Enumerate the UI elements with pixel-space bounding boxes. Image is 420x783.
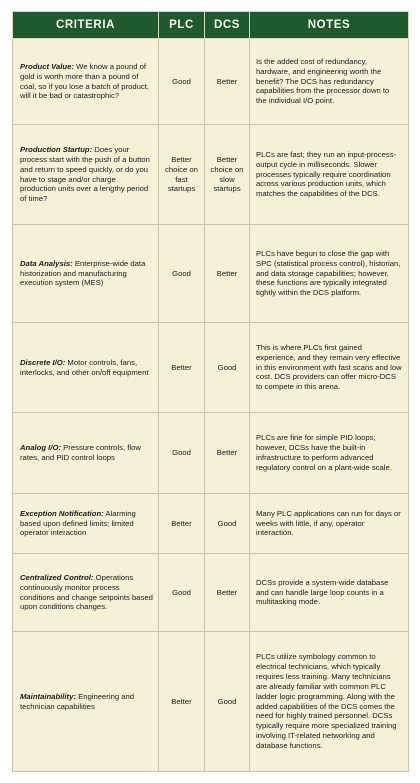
plc-dcs-comparison-table — [12, 11, 409, 772]
header-notes: NOTES — [250, 12, 409, 39]
notes-cell: PLCs are fine for simple PID loops; however, DCSs have the built-in infrastructure to perform advanced regulatory control on a plant-wide scale. — [250, 413, 409, 494]
criteria-desc: Pressure controls, flow rates, and PID control loops — [20, 443, 141, 462]
criteria-desc: Does your process start with the push of a button and return to speed quickly, or do you have to stage and/or charge production units over a lengthy period of time? — [20, 144, 150, 204]
criteria-cell — [13, 39, 159, 125]
table-row — [13, 39, 409, 125]
table-row — [13, 554, 409, 632]
criteria-cell — [13, 494, 159, 554]
criteria-desc: Motor controls, fans, interlocks, and other on/off equipment — [20, 357, 149, 377]
notes-cell: PLCs utilize symbology common to electrical technicians, which typically requires less training. Many technicians are already familiar with common PLC ladder logic programming. Along with the added capabilities of the DCS comes the need for highly trained personnel. DCSs typically require more specialized training involving IT-related networking and database functions. — [250, 632, 409, 772]
dcs-rating: Better choice on slow startups — [205, 125, 250, 225]
criteria-name: Analog I/O: — [20, 443, 61, 453]
header-criteria: CRITERIA — [13, 12, 159, 39]
criteria-name: Production Startup: — [20, 144, 93, 154]
notes-cell: PLCs are fast; they run an input-process-output cycle in milliseconds. Slower processes typically require coordination across various production units, which matches the capabilities of the DCS. — [250, 125, 409, 225]
criteria-desc: Engineering and technician capabilities — [20, 691, 135, 711]
table-row — [13, 225, 409, 323]
table-row — [13, 494, 409, 554]
dcs-rating: Better — [205, 39, 250, 125]
table-row — [13, 413, 409, 494]
notes-cell: DCSs provide a system-wide database and can handle large loop counts in a multitasking mode. — [250, 554, 409, 632]
plc-rating: Better — [159, 494, 205, 554]
criteria-desc: We know a pound of gold is worth more than a pound of coal, so if you lose a batch of product, will it be bad or catastrophic? — [20, 61, 150, 101]
criteria-name: Maintainability: — [20, 691, 76, 701]
table-row — [13, 323, 409, 413]
notes-cell: This is where PLCs first gained experience, and they remain very effective in this environment with fast scans and low cost. DCS providers can offer micro-DCS to compete in this arena. — [250, 323, 409, 413]
dcs-rating: Better — [205, 554, 250, 632]
dcs-rating: Good — [205, 632, 250, 772]
notes-cell: PLCs have begun to close the gap with SPC (statistical process control), historian, and data storage capabilities; however, these functions are typically integrated tightly within the DCS platform. — [250, 225, 409, 323]
criteria-desc: Enterprise-wide data historization and manufacturing execution system (MES) — [20, 258, 146, 288]
criteria-cell — [13, 632, 159, 772]
table-row — [13, 125, 409, 225]
header-row — [13, 12, 409, 39]
criteria-cell — [13, 225, 159, 323]
criteria-cell — [13, 125, 159, 225]
comparison-table-wrapper — [12, 11, 408, 772]
dcs-rating: Good — [205, 494, 250, 554]
criteria-cell — [13, 413, 159, 494]
plc-rating: Better — [159, 632, 205, 772]
dcs-rating: Good — [205, 323, 250, 413]
plc-rating: Good — [159, 39, 205, 125]
header-dcs: DCS — [205, 12, 250, 39]
dcs-rating: Better — [205, 225, 250, 323]
criteria-name: Discrete I/O: — [20, 357, 66, 367]
plc-rating: Good — [159, 225, 205, 323]
criteria-desc: Alarming based upon defined limits; limited operator interaction — [20, 508, 136, 538]
criteria-cell — [13, 323, 159, 413]
plc-rating: Better — [159, 323, 205, 413]
dcs-rating: Better — [205, 413, 250, 494]
criteria-name: Data Analysis: — [20, 258, 73, 268]
table-row — [13, 632, 409, 772]
plc-rating: Good — [159, 413, 205, 494]
notes-cell: Is the added cost of redundancy, hardware, and engineering worth the benefit? The DCS has redundancy capabilities from the processor down to the individual I/O point. — [250, 39, 409, 125]
criteria-name: Centralized Control: — [20, 572, 94, 582]
criteria-desc: Operations continuously monitor process conditions and change setpoints based upon conditions changes. — [20, 572, 153, 612]
plc-rating: Good — [159, 554, 205, 632]
criteria-cell — [13, 554, 159, 632]
criteria-name: Product Value: — [20, 61, 74, 71]
header-plc: PLC — [159, 12, 205, 39]
criteria-name: Exception Notification: — [20, 508, 104, 518]
plc-rating: Better choice on fast startups — [159, 125, 205, 225]
notes-cell: Many PLC applications can run for days or weeks with little, if any, operator interaction. — [250, 494, 409, 554]
